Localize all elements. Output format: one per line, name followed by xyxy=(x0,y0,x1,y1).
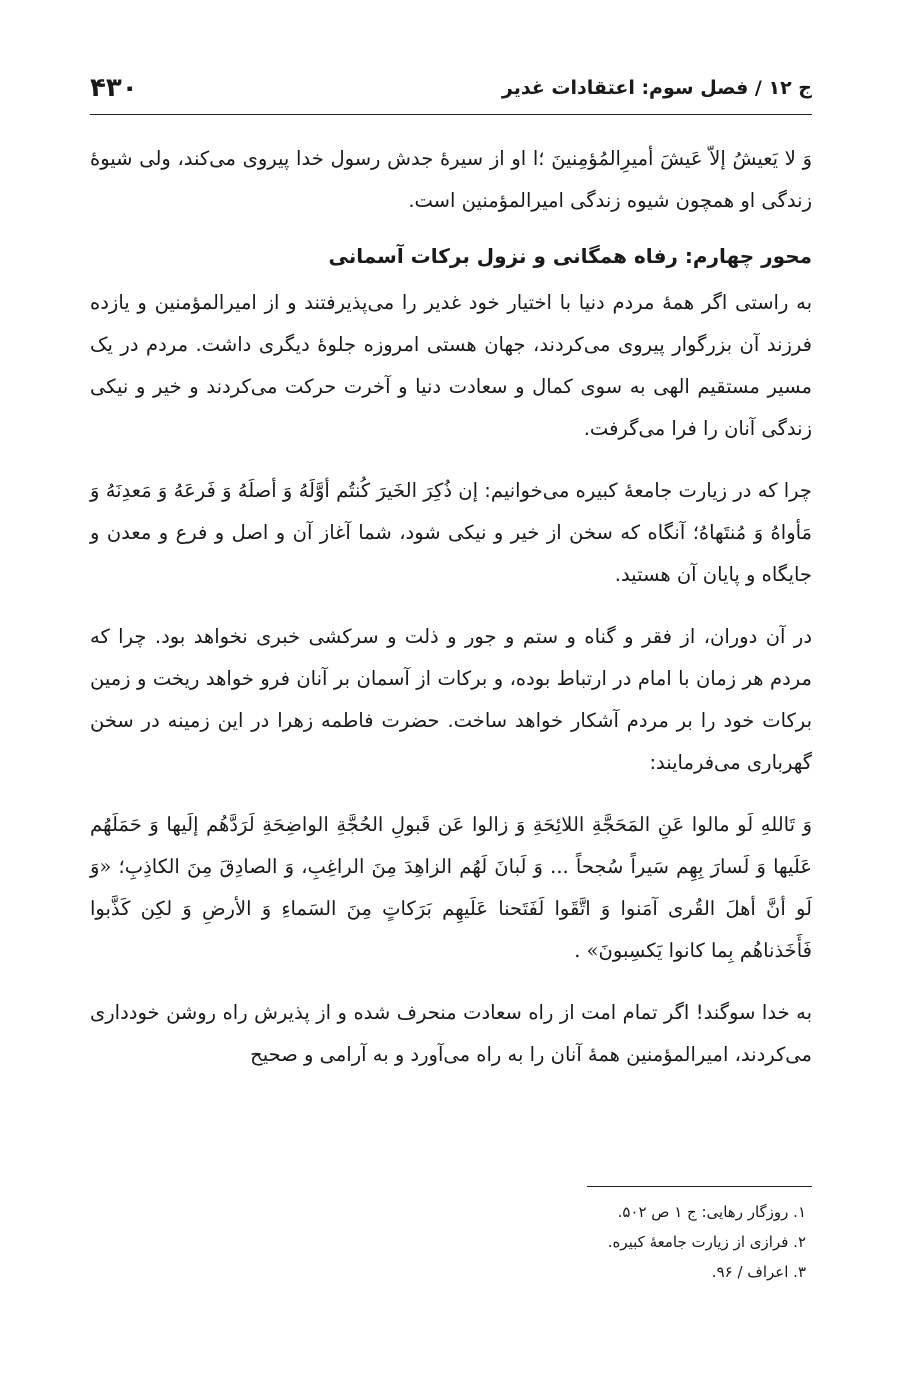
paragraph-3: چرا که در زیارت جامعهٔ کبیره می‌خوانیم: إن ذُکِرَ الخَیرَ کُنتُم أوَّلَهُ وَ أصلَهُ وَ فَرعَهُ وَ مَعدِنَهُ وَ مَأواهُ وَ مُنتَهاهُ؛ آنگاه که سخن از خیر و نیکی شود، شما آغاز آن و اصل و فرع و معدن و جایگاه و پایان آن هستید. xyxy=(90,479,812,586)
footnote-3: ۳. اعراف / ۹۶. xyxy=(711,1263,806,1281)
paragraph-4: در آن دوران، از فقر و گناه و ستم و جور و ذلت و سرکشی خبری نخواهد بود. چرا که مردم هر زمان با امام در ارتباط بوده، و برکات از آسمان بر آنان فرو خواهد ریخت و زمین برکات خود را بر مردم آشکار خواهد ساخت. حضرت فاطمه زهرا در این زمینه در سخن گهرباری می‌فرمایند: xyxy=(90,625,812,774)
paragraph-6: به خدا سوگند! اگر تمام امت از راه سعادت منحرف شده و از پذیرش راه روشن خودداری می‌کردند، امیرالمؤمنین همهٔ آنان را به راه می‌آورد و به آرامی و صحیح xyxy=(90,1001,812,1066)
page-body xyxy=(90,138,812,1096)
footnote-2: ۲. فرازی از زیارت جامعهٔ کبیره. xyxy=(607,1233,806,1251)
footnote-divider xyxy=(587,1186,812,1187)
paragraph-1: وَ لا یَعیشُ إلاّ عَیشَ أمیرِالمُؤمِنینَ ؛ا او از سیرهٔ جدش رسول خدا پیروی می‌کند، ولی شیوهٔ زندگی او همچون شیوه زندگی امیرالمؤمنین است. xyxy=(90,147,812,212)
running-title: ج ۱۲ / فصل سوم: اعتقادات غدیر xyxy=(501,77,812,99)
paragraph-2: به راستی اگر همهٔ مردم دنیا با اختیار خود غدیر را می‌پذیرفتند و از امیرالمؤمنین و یازده فرزند آن بزرگوار پیروی می‌کردند، جهان هستی امروزه جلوهٔ دیگری داشت. مردم در یک مسیر مستقیم الهی به سوی کمال و سعادت دنیا و آخرت حرکت می‌کردند و خیر و نیکی زندگی آنان را فرا می‌گرفت. xyxy=(90,291,812,440)
footnote-1: ۱. روزگار رهایی: ج ۱ ص ۵۰۲. xyxy=(617,1203,806,1221)
paragraph-5-quote: وَ تَاللهِ لَو مالوا عَنِ المَحَجَّةِ اللائِحَةِ وَ زالوا عَن قَبولِ الحُجَّةِ الواضِحَةِ لَرَدَّهُم إلَیها وَ حَمَلَهُم عَلَیها وَ لَسارَ بِهِم سَیراً سُجحاً ... وَ لَبانَ لَهُم الزاهِدَ مِنَ الراغِبِ، وَ الصادِقَ مِنَ الکاذِبِ؛ «وَ لَو أنَّ أهلَ القُری آمَنوا وَ اتَّقَوا لَفَتَحنا عَلَیهِم بَرَکاتٍ مِنَ السَماءِ وَ الأرضِ وَ لکِن کَذَّبوا فَأَخَذناهُم بِما کانوا یَکسِبونَ» . xyxy=(90,813,812,962)
section-heading: محور چهارم: رفاه همگانی و نزول برکات آسمانی xyxy=(328,244,812,268)
page-header xyxy=(90,62,812,115)
page-number: ۴۳۰ xyxy=(90,73,138,103)
footnotes xyxy=(90,1186,812,1287)
